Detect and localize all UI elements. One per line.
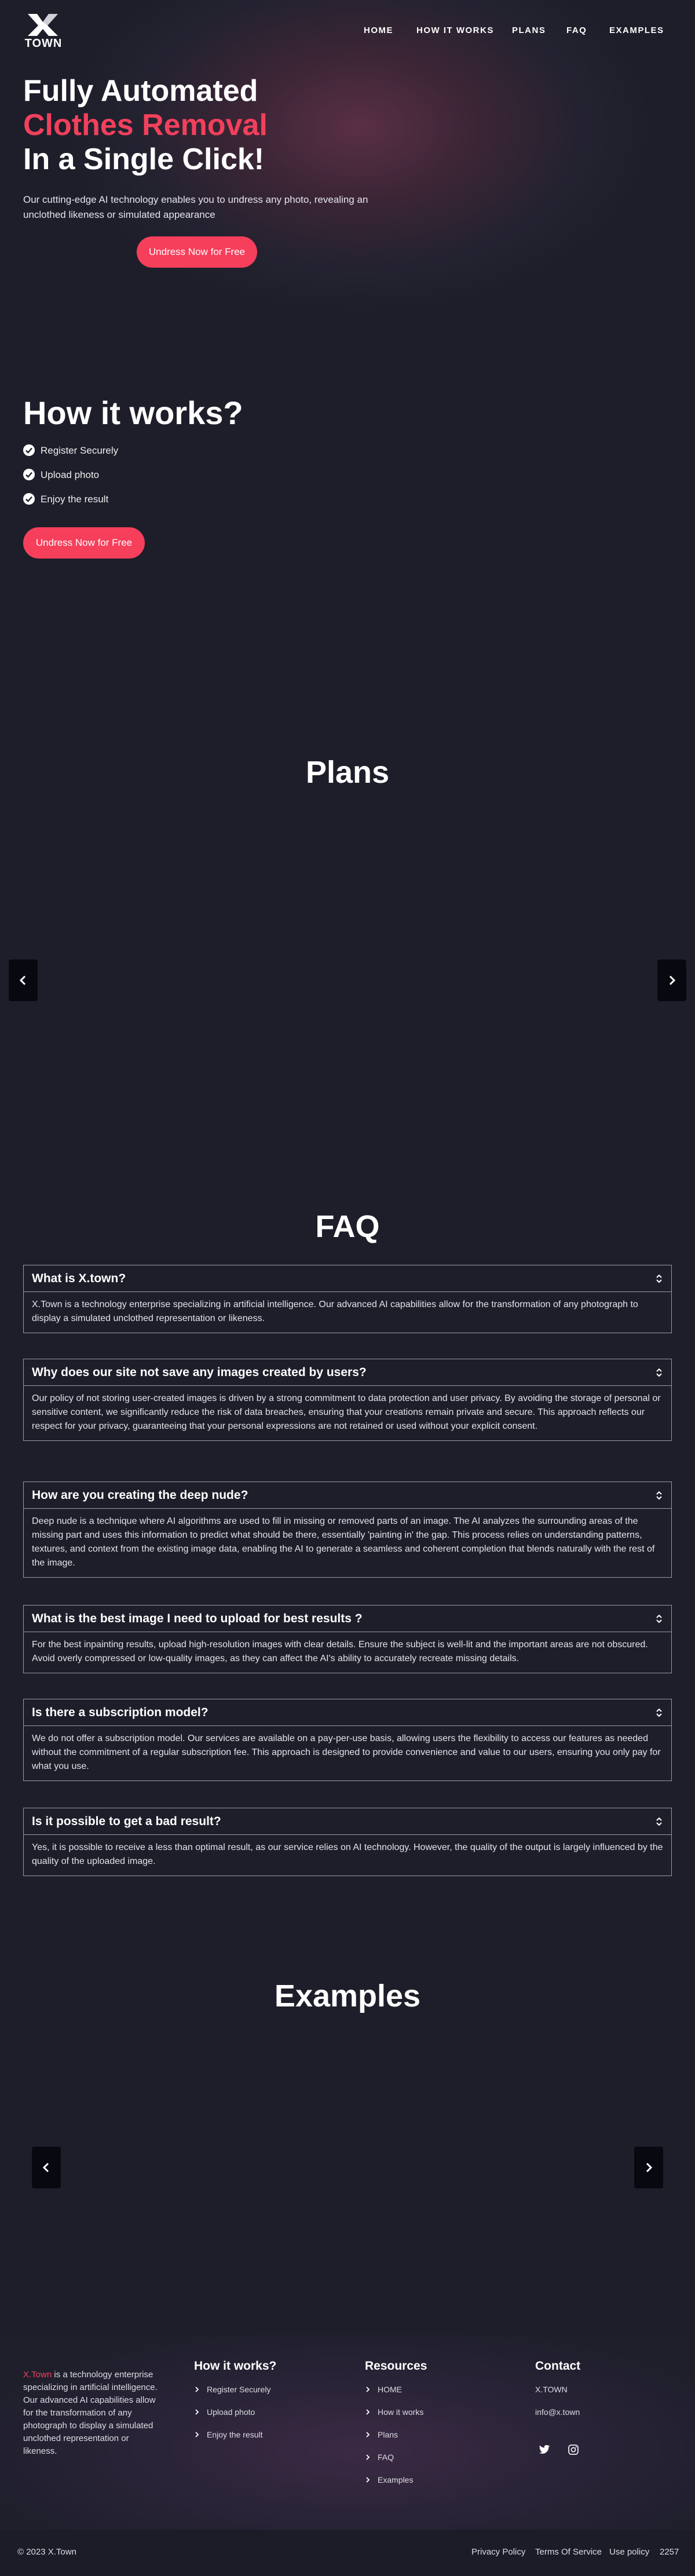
faq-question-text: How are you creating the deep nude? bbox=[32, 1488, 248, 1502]
how-it-works-step bbox=[23, 468, 99, 483]
footer-link-label: Enjoy the result bbox=[207, 2430, 263, 2439]
chevron-up-down-icon bbox=[655, 1367, 663, 1378]
check-circle-icon bbox=[23, 444, 35, 456]
chevron-right-icon bbox=[365, 2454, 371, 2460]
footer-link[interactable] bbox=[194, 2407, 255, 2417]
twitter-icon[interactable] bbox=[539, 2444, 550, 2455]
step-label: Enjoy the result bbox=[41, 494, 109, 505]
footer-about bbox=[23, 2369, 165, 2458]
plans-next-button[interactable] bbox=[657, 959, 686, 1001]
hero-section bbox=[0, 0, 695, 324]
footer-how-title: How it works? bbox=[194, 2359, 277, 2373]
use-policy-link[interactable]: Use policy bbox=[609, 2547, 650, 2557]
faq-question[interactable] bbox=[24, 1699, 671, 1726]
faq-question[interactable] bbox=[24, 1482, 671, 1509]
faq-question[interactable] bbox=[24, 1359, 671, 1386]
footer-link-label: How it works bbox=[378, 2407, 424, 2417]
footer-link-label: Upload photo bbox=[207, 2407, 255, 2417]
footer-about-text: is a technology enterprise specializing in artificial intelligence. Our advanced AI capabilities allow for the transformation of any photograph to display a simulated unclothed representation or likeness. bbox=[23, 2370, 158, 2456]
chevron-up-down-icon bbox=[655, 1273, 663, 1285]
footer-contact-email[interactable]: info@x.town bbox=[535, 2407, 580, 2417]
chevron-right-icon bbox=[194, 2409, 200, 2415]
faq-title: FAQ bbox=[315, 1209, 380, 1244]
faq-item bbox=[23, 1265, 672, 1333]
faq-question-text: Why does our site not save any images created by users? bbox=[32, 1366, 367, 1379]
hero-title-line3: In a Single Click! bbox=[23, 143, 265, 176]
faq-item bbox=[23, 1482, 672, 1578]
faq-answer: X.Town is a technology enterprise specializing in artificial intelligence. Our advanced AI capabilities allow for the transformation of any photograph to display a simulated unclothed representation or likeness. bbox=[32, 1300, 638, 1323]
hero-cta-button[interactable]: Undress Now for Free bbox=[137, 236, 257, 268]
faq-answer: Yes, it is possible to receive a less than optimal result, as our service relies on AI technology. However, the quality of the output is largely influenced by the quality of the uploaded image. bbox=[32, 1842, 663, 1866]
site-logo[interactable] bbox=[22, 13, 68, 50]
chevron-up-down-icon bbox=[655, 1613, 663, 1625]
bottom-bar bbox=[0, 2530, 695, 2576]
privacy-policy-link[interactable]: Privacy Policy bbox=[471, 2547, 526, 2557]
hero-title bbox=[23, 74, 268, 177]
footer-link[interactable] bbox=[365, 2475, 413, 2484]
faq-answer: For the best inpainting results, upload high-resolution images with clear details. Ensure the subject is well-lit and the important areas are not obscured. Avoid overly compressed or low-quality images, as they can affect the AI's ability to accurately recreate missing details. bbox=[32, 1640, 648, 1663]
chevron-left-icon bbox=[17, 975, 29, 986]
chevron-right-icon bbox=[365, 2477, 371, 2483]
footer bbox=[0, 2335, 695, 2530]
plans-prev-button[interactable] bbox=[9, 959, 38, 1001]
nav-examples[interactable]: EXAMPLES bbox=[609, 25, 664, 35]
footer-link-label: Plans bbox=[378, 2430, 398, 2439]
chevron-left-icon bbox=[41, 2162, 52, 2173]
plans-title: Plans bbox=[305, 755, 390, 790]
chevron-right-icon bbox=[194, 2387, 200, 2392]
chevron-right-icon bbox=[666, 975, 678, 986]
how-it-works-step bbox=[23, 443, 118, 458]
examples-next-button[interactable] bbox=[634, 2147, 663, 2188]
chevron-right-icon bbox=[365, 2387, 371, 2392]
footer-contact-title: Contact bbox=[535, 2359, 581, 2373]
faq-question[interactable] bbox=[24, 1265, 671, 1292]
examples-title: Examples bbox=[274, 1979, 421, 2013]
footer-link-label: Examples bbox=[378, 2475, 414, 2484]
footer-link[interactable] bbox=[365, 2453, 394, 2462]
chevron-right-icon bbox=[365, 2409, 371, 2415]
faq-item bbox=[23, 1359, 672, 1441]
nav-how-it-works[interactable]: HOW IT WORKS bbox=[416, 25, 494, 35]
footer-contact-name: X.TOWN bbox=[535, 2385, 568, 2394]
examples-prev-button[interactable] bbox=[32, 2147, 61, 2188]
hero-title-line1: Fully Automated bbox=[23, 74, 258, 108]
footer-link-label: HOME bbox=[378, 2385, 402, 2394]
footer-link[interactable] bbox=[365, 2385, 402, 2394]
nav-faq[interactable]: FAQ bbox=[566, 25, 587, 35]
how-it-works-step bbox=[23, 492, 108, 507]
instagram-icon[interactable] bbox=[568, 2444, 579, 2455]
chevron-up-down-icon bbox=[655, 1816, 663, 1827]
footer-link[interactable] bbox=[365, 2407, 423, 2417]
check-circle-icon bbox=[23, 469, 35, 480]
faq-item bbox=[23, 1808, 672, 1876]
hero-description: Our cutting-edge AI technology enables you to undress any photo, revealing an unclothed likeness or simulated appearance bbox=[23, 194, 368, 220]
faq-question-text: What is the best image I need to upload for best results ? bbox=[32, 1612, 363, 1625]
faq-answer: Our policy of not storing user-created images is driven by a strong commitment to data protection and user privacy. By avoiding the storage of personal or sensitive content, we significantly reduce the risk of data breaches, ensuring that your creations remain private and secure. This approach reflects our respect for your privacy, guaranteeing that your personal expressions are not retained or used without your explicit consent. bbox=[32, 1393, 661, 1431]
faq-question-text: Is there a subscription model? bbox=[32, 1706, 209, 1719]
footer-link-label: Register Securely bbox=[207, 2385, 271, 2394]
x-logo-icon bbox=[25, 13, 60, 37]
faq-item bbox=[23, 1605, 672, 1673]
faq-answer: Deep nude is a technique where AI algorithms are used to fill in missing or removed parts of an image. The AI analyzes the surrounding areas of the missing part and uses this information to predict what should be there, essentially 'painting in' the gap. This process relies on understanding patterns, textures, and context from the existing image data, enabling the AI to generate a seamless and coherent completion that blends naturally with the rest of the image. bbox=[32, 1516, 655, 1568]
logo-text: TOWN bbox=[24, 37, 63, 50]
chevron-right-icon bbox=[643, 2162, 654, 2173]
faq-item bbox=[23, 1699, 672, 1781]
faq-question[interactable] bbox=[24, 1808, 671, 1835]
faq-question[interactable] bbox=[24, 1606, 671, 1632]
chevron-up-down-icon bbox=[655, 1490, 663, 1501]
chevron-up-down-icon bbox=[655, 1707, 663, 1718]
copyright: © 2023 X.Town bbox=[17, 2547, 76, 2557]
terms-of-service-link[interactable]: Terms Of Service bbox=[535, 2547, 602, 2557]
how-it-works-title: How it works? bbox=[23, 395, 243, 431]
hero-title-line2: Clothes Removal bbox=[23, 108, 268, 142]
chevron-right-icon bbox=[194, 2432, 200, 2438]
nav-home[interactable]: HOME bbox=[364, 25, 393, 35]
faq-answer: We do not offer a subscription model. Our services are available on a pay-per-use basis, allowing users the flexibility to access our features as needed without the commitment of a regular subscription fee. This approach is designed to provide convenience and value to our users, ensuring you only pay for what you use. bbox=[32, 1734, 661, 1771]
footer-link-label: FAQ bbox=[378, 2453, 394, 2462]
chevron-right-icon bbox=[365, 2432, 371, 2438]
footer-resources-title: Resources bbox=[365, 2359, 427, 2373]
footer-link[interactable] bbox=[194, 2430, 263, 2439]
how-it-works-cta-button[interactable]: Undress Now for Free bbox=[23, 527, 145, 559]
step-label: Upload photo bbox=[41, 469, 100, 480]
faq-question-text: Is it possible to get a bad result? bbox=[32, 1815, 221, 1828]
faq-question-text: What is X.town? bbox=[32, 1272, 126, 1285]
check-circle-icon bbox=[23, 493, 35, 505]
2257-link[interactable]: 2257 bbox=[660, 2547, 679, 2557]
footer-link[interactable] bbox=[365, 2430, 398, 2439]
footer-brand-link[interactable]: X.Town bbox=[23, 2370, 52, 2380]
nav-plans[interactable]: PLANS bbox=[512, 25, 546, 35]
footer-link[interactable] bbox=[194, 2385, 271, 2394]
step-label: Register Securely bbox=[41, 445, 119, 456]
